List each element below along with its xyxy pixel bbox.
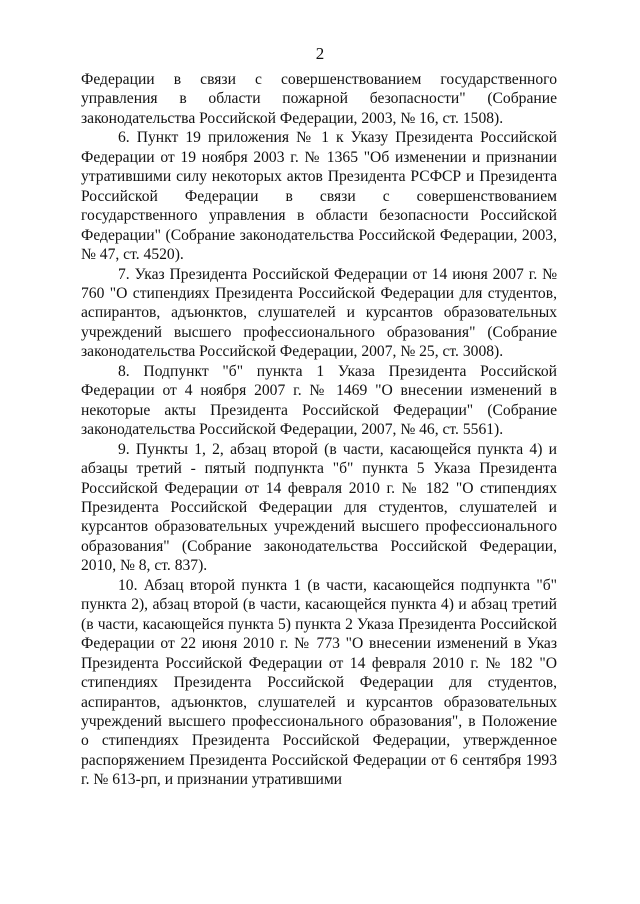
paragraph-continuation: Федерации в связи с совершенствованием государственного управления в области пожарной безопасности" (Собрание законодательства Российской Федерации, 2003, № 16, ст. 1508). <box>81 71 557 127</box>
paragraph-item-9: 9. Пункты 1, 2, абзац второй (в части, касающейся пункта 4) и абзацы третий - пятый подпункта "б" пункта 5 Указа Президента Российской Федерации от 14 февраля 2010 г. № 182 "О стипендиях Президента Российской Федерации для студентов, слушателей и курсантов образовательных учреждений высшего профессионального образования" (Собрание законодательства Российской Федерации, 2010, № 8, ст. 837). <box>81 440 557 575</box>
paragraph-item-8: 8. Подпункт "б" пункта 1 Указа Президента Российской Федерации от 4 ноября 2007 г. № 1469 "О внесении изменений в некоторые акты Президента Российской Федерации" (Собрание законодательства Российской Федерации, 2007, № 46, ст. 5561). <box>81 362 557 439</box>
paragraph-item-7: 7. Указ Президента Российской Федерации от 14 июня 2007 г. № 760 "О стипендиях Президента Российской Федерации для студентов, аспирантов, адъюнктов, слушателей и курсантов образовательных учреждений высшего профессионального образования" (Собрание законодательства Российской Федерации, 2007, № 25, ст. 3008). <box>81 265 557 361</box>
document-body <box>81 70 557 790</box>
paragraph-item-6: 6. Пункт 19 приложения № 1 к Указу Президента Российской Федерации от 19 ноября 2003 г. № 1365 "Об изменении и признании утратившими силу некоторых актов Президента РСФСР и Президента Российской Федерации в связи с совершенствованием государственного управления в области безопасности Российской Федерации" (Собрание законодательства Российской Федерации, 2003, № 47, ст. 4520). <box>81 129 557 264</box>
paragraph-item-10: 10. Абзац второй пункта 1 (в части, касающейся подпункта "б" пункта 2), абзац второй (в части, касающейся пункта 4) и абзац третий (в части, касающейся пункта 5) пункта 2 Указа Президента Российской Федерации от 22 июня 2010 г. № 773 "О внесении изменений в Указ Президента Российской Федерации от 14 февраля 2010 г. № 182 "О стипендиях Президента Российской Федерации для студентов, аспирантов, адъюнктов, слушателей и курсантов образовательных учреждений высшего профессионального образования", в Положение о стипендиях Президента Российской Федерации, утвержденное распоряжением Президента Российской Федерации от 6 сентября 1993 г. № 613-рп, и признании утратившими <box>81 576 557 789</box>
page-number: 2 <box>315 44 325 63</box>
